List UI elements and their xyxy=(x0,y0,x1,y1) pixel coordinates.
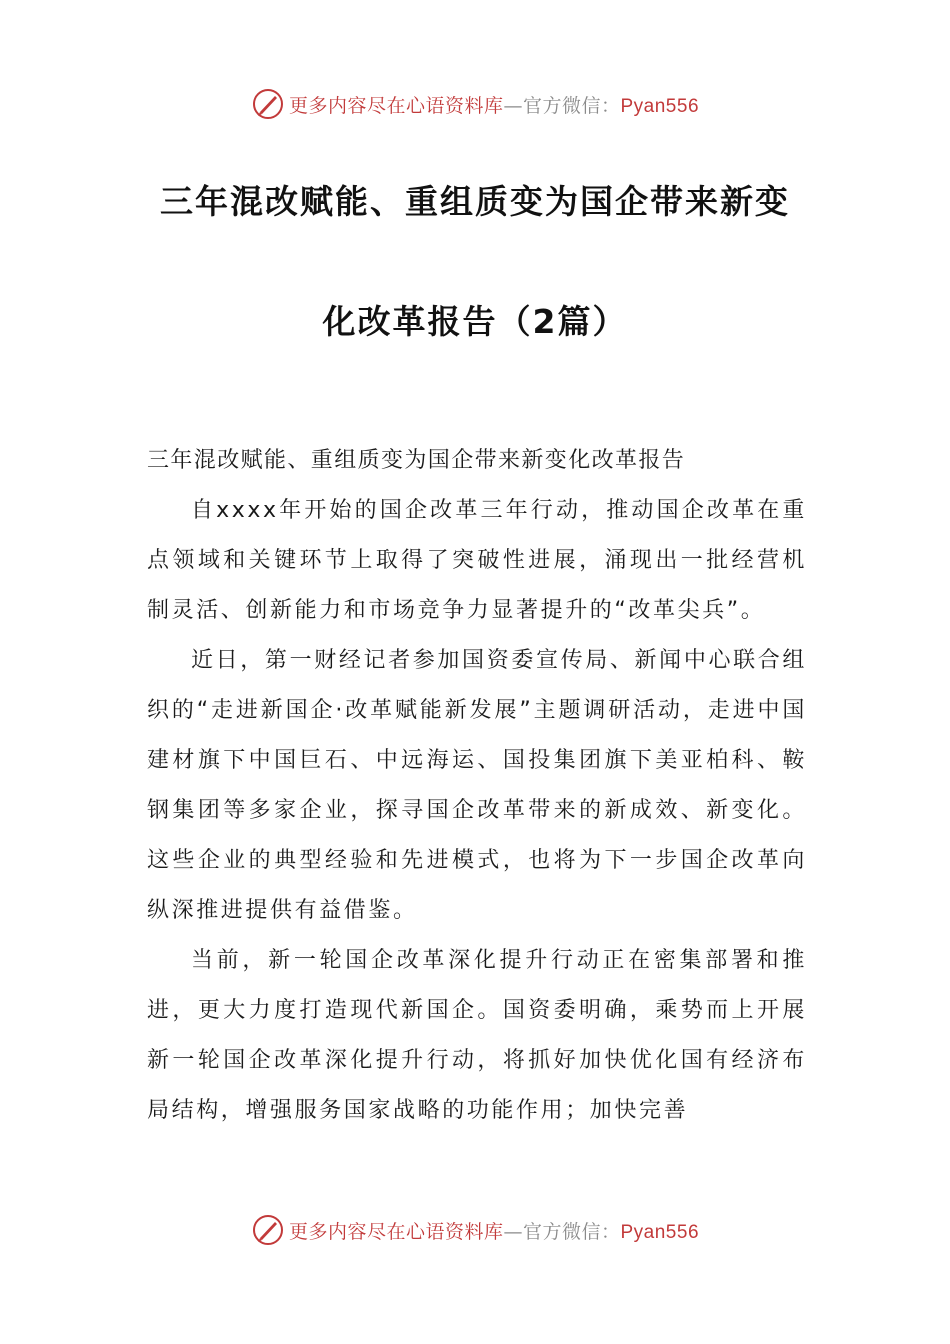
quill-logo-icon xyxy=(251,87,285,121)
watermark-handle: Pyan556 xyxy=(620,95,700,117)
section-heading: 三年混改赋能、重组质变为国企带来新变化改革报告 xyxy=(147,448,686,473)
document-body xyxy=(147,436,807,1136)
watermark-dash: — xyxy=(503,94,523,117)
paragraph-1: 自xxxx年开始的国企改革三年行动，推动国企改革在重点领域和关键环节上取得了突破性进展，涌现出一批经营机制灵活、创新能力和市场竞争力显著提升的“改革尖兵”。 xyxy=(147,498,807,623)
watermark-main: 更多内容尽在心语资料库 xyxy=(288,1220,504,1243)
watermark-handle: Pyan556 xyxy=(620,1221,700,1243)
footer-watermark xyxy=(0,1210,950,1250)
watermark-text xyxy=(289,1217,699,1244)
paragraph-2: 近日，第一财经记者参加国资委宣传局、新闻中心联合组织的“走进新国企·改革赋能新发展”主题调研活动，走进中国建材旗下中国巨石、中远海运、国投集团旗下美亚柏科、鞍钢集团等多家企业，探寻国企改革带来的新成效、新变化。这些企业的典型经验和先进模式，也将为下一步国企改革向纵深推进提供有益借鉴。 xyxy=(147,648,807,923)
watermark-wechat-label: 官方微信： xyxy=(522,1220,621,1243)
header-watermark xyxy=(0,84,950,124)
paragraph-3: 当前，新一轮国企改革深化提升行动正在密集部署和推进，更大力度打造现代新国企。国资委明确，乘势而上开展新一轮国企改革深化提升行动，将抓好加快优化国有经济布局结构，增强服务国家战略的功能作用；加快完善 xyxy=(147,948,807,1123)
watermark-text xyxy=(289,91,699,118)
watermark-main: 更多内容尽在心语资料库 xyxy=(288,94,504,117)
document-title-line-2: 化改革报告（2篇） xyxy=(322,302,628,341)
quill-logo-icon xyxy=(251,1213,285,1247)
document-title-line-1: 三年混改赋能、重组质变为国企带来新变 xyxy=(160,182,790,221)
watermark-wechat-label: 官方微信： xyxy=(522,94,621,117)
watermark-dash: — xyxy=(503,1220,523,1243)
